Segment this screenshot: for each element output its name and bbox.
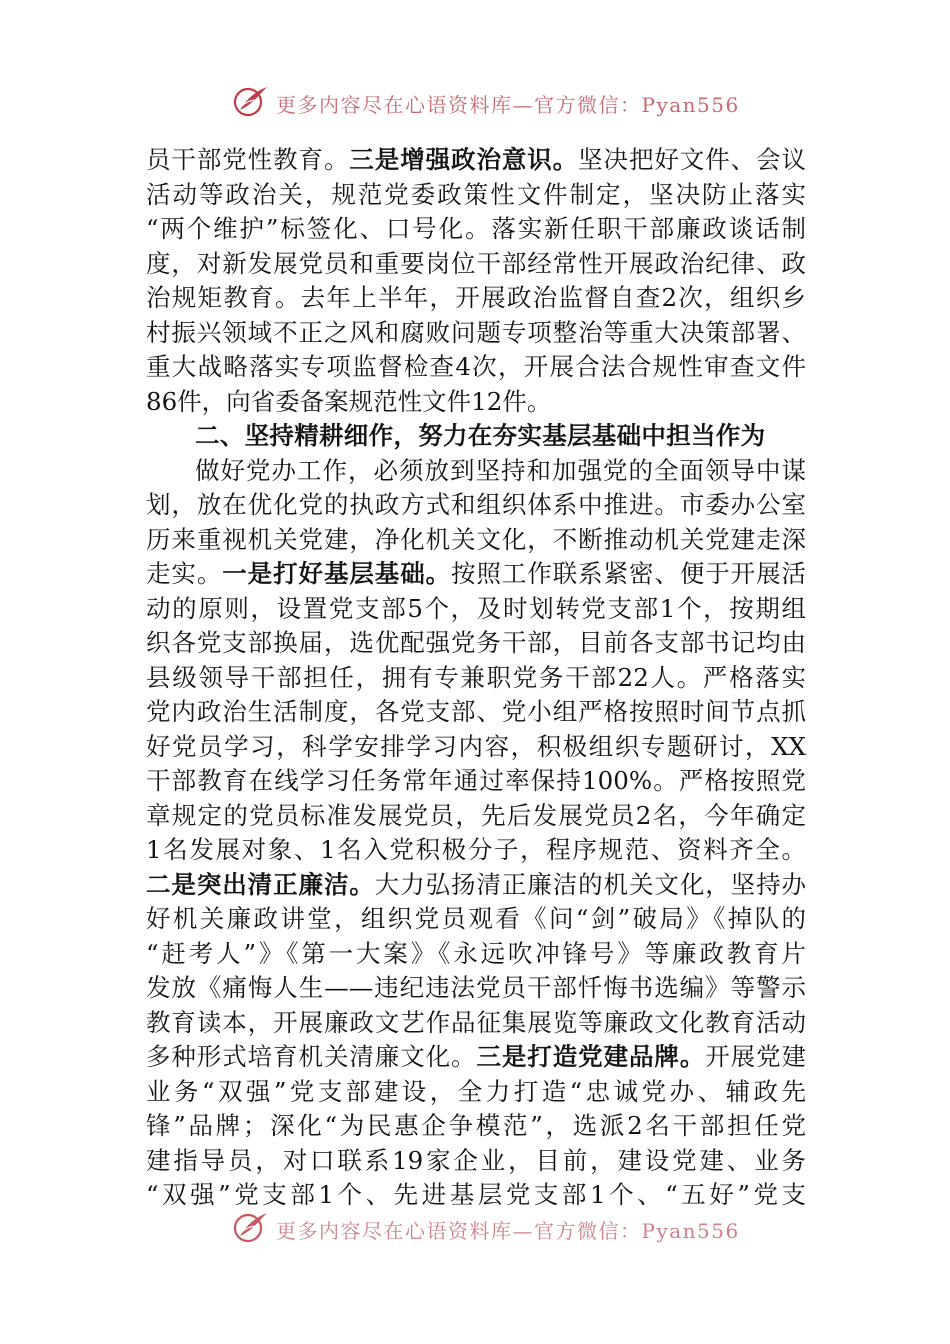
bold-lead-phrase: 三是打造党建品牌。	[476, 1042, 706, 1071]
watermark-text: 更多内容尽在心语资料库—官方微信：Pyan556	[276, 1218, 740, 1243]
text-run: 员干部党性教育。	[146, 145, 350, 174]
text-run: 86件，向省委备案规范性文件12件。	[146, 386, 552, 416]
text-run: 1名发展对象、1名入党积极分子，程序规范、资料齐全。	[146, 835, 806, 864]
text-run: 建指导员，对口联系19家企业，目前，建设党建、业务	[146, 1145, 806, 1175]
text-run: 划，放在优化党的执政方式和组织体系中推进。市委办公室	[146, 490, 806, 519]
text-line	[146, 799, 806, 834]
text-run: 大力弘扬清正廉洁的机关文化，坚持办	[374, 869, 806, 899]
text-run: 活动等政治关，规范党委政策性文件制定，坚决防止落实	[146, 179, 806, 209]
text-run: 做好党办工作，必须放到坚持和加强党的全面领导中谋	[195, 455, 806, 485]
text-line	[146, 1109, 806, 1144]
text-run: 业务“双强”党支部建设，全力打造“忠诚党办、辅政先	[146, 1076, 806, 1106]
text-run: 走实。	[146, 559, 223, 588]
text-line	[146, 902, 806, 937]
bold-lead-phrase: 二是突出清正廉洁。	[146, 869, 375, 899]
text-line	[146, 695, 806, 730]
text-run: 治规矩教育。去年上半年，开展政治监督自查2次，组织乡	[146, 283, 806, 312]
text-run: 按照工作联系紧密、便于开展活	[451, 559, 807, 588]
text-line	[146, 523, 806, 558]
text-run: 多种形式培育机关清廉文化。	[146, 1042, 477, 1071]
text-run: 好党员学习，科学安排学习内容，积极组织专题研讨，XX	[146, 731, 806, 761]
text-line	[146, 488, 806, 523]
section-heading	[146, 419, 806, 454]
text-line	[146, 661, 806, 696]
text-line	[146, 937, 806, 972]
text-line	[146, 868, 806, 903]
text-run: 干部教育在线学习任务常年通过率保持100%。严格按照党	[146, 766, 806, 795]
text-line	[146, 1144, 806, 1179]
text-line	[146, 971, 806, 1006]
text-line	[146, 557, 806, 592]
text-line	[146, 281, 806, 316]
text-run: “双强”党支部1个、先进基层党支部1个、“五好”党支	[146, 1180, 806, 1209]
text-line	[146, 626, 806, 661]
text-line	[146, 764, 806, 799]
document-body	[146, 143, 806, 1213]
quill-logo-icon	[232, 84, 270, 122]
text-line	[146, 730, 806, 765]
text-run: 村振兴领域不正之风和腐败问题专项整治等重大决策部署、	[146, 317, 806, 347]
text-run: 动的原则，设置党支部5个，及时划转党支部1个，按期组	[146, 593, 806, 623]
quill-logo-icon	[232, 1210, 270, 1248]
text-run: 章规定的党员标准发展党员，先后发展党员2名，今年确定	[146, 800, 806, 830]
text-run: 教育读本，开展廉政文艺作品征集展览等廉政文化教育活动	[146, 1007, 806, 1037]
text-run: 锋”品牌；深化“为民惠企争模范”，选派2名干部担任党	[146, 1111, 806, 1140]
text-run: 坚决把好文件、会议	[578, 145, 806, 174]
text-line	[146, 592, 806, 627]
text-run: “两个维护”标签化、口号化。落实新任职干部廉政谈话制	[146, 214, 806, 243]
text-line	[146, 178, 806, 213]
text-run: 党内政治生活制度，各党支部、党小组严格按照时间节点抓	[146, 697, 806, 726]
text-line	[146, 316, 806, 351]
watermark-footer	[232, 1210, 740, 1248]
text-run: 县级领导干部担任，拥有专兼职党务干部22人。严格落实	[146, 662, 806, 692]
text-line	[146, 350, 806, 385]
text-run: “赶考人”》《第一大案》《永远吹冲锋号》等廉政教育片	[146, 938, 806, 968]
text-line	[146, 833, 806, 868]
text-line	[146, 1040, 806, 1075]
text-line	[146, 212, 806, 247]
text-run: 织各党支部换届，选优配强党务干部，目前各支部书记均由	[146, 628, 806, 657]
text-line	[146, 1178, 806, 1213]
watermark-header	[232, 84, 740, 122]
text-line	[146, 1075, 806, 1110]
text-run: 重大战略落实专项监督检查4次，开展合法合规性审查文件	[146, 352, 806, 381]
text-line	[146, 1006, 806, 1041]
text-run: 好机关廉政讲堂，组织党员观看《问“剑”破局》《掉队的	[146, 904, 806, 933]
text-run: 开展党建	[705, 1042, 807, 1071]
watermark-text: 更多内容尽在心语资料库—官方微信：Pyan556	[276, 92, 740, 117]
text-run: 历来重视机关党建，净化机关文化，不断推动机关党建走深	[146, 524, 806, 554]
bold-lead-phrase: 三是增强政治意识。	[349, 145, 579, 174]
text-line	[146, 385, 806, 420]
text-line	[146, 454, 806, 489]
text-run: 度，对新发展党员和重要岗位干部经常性开展政治纪律、政	[146, 248, 806, 278]
text-line	[146, 143, 806, 178]
text-run: 二、坚持精耕细作，努力在夯实基层基础中担当作为	[195, 421, 766, 450]
bold-lead-phrase: 一是打好基层基础。	[222, 559, 452, 588]
text-line	[146, 247, 806, 282]
text-run: 发放《痛悔人生——违纪违法党员干部忏悔书选编》等警示	[146, 973, 806, 1002]
